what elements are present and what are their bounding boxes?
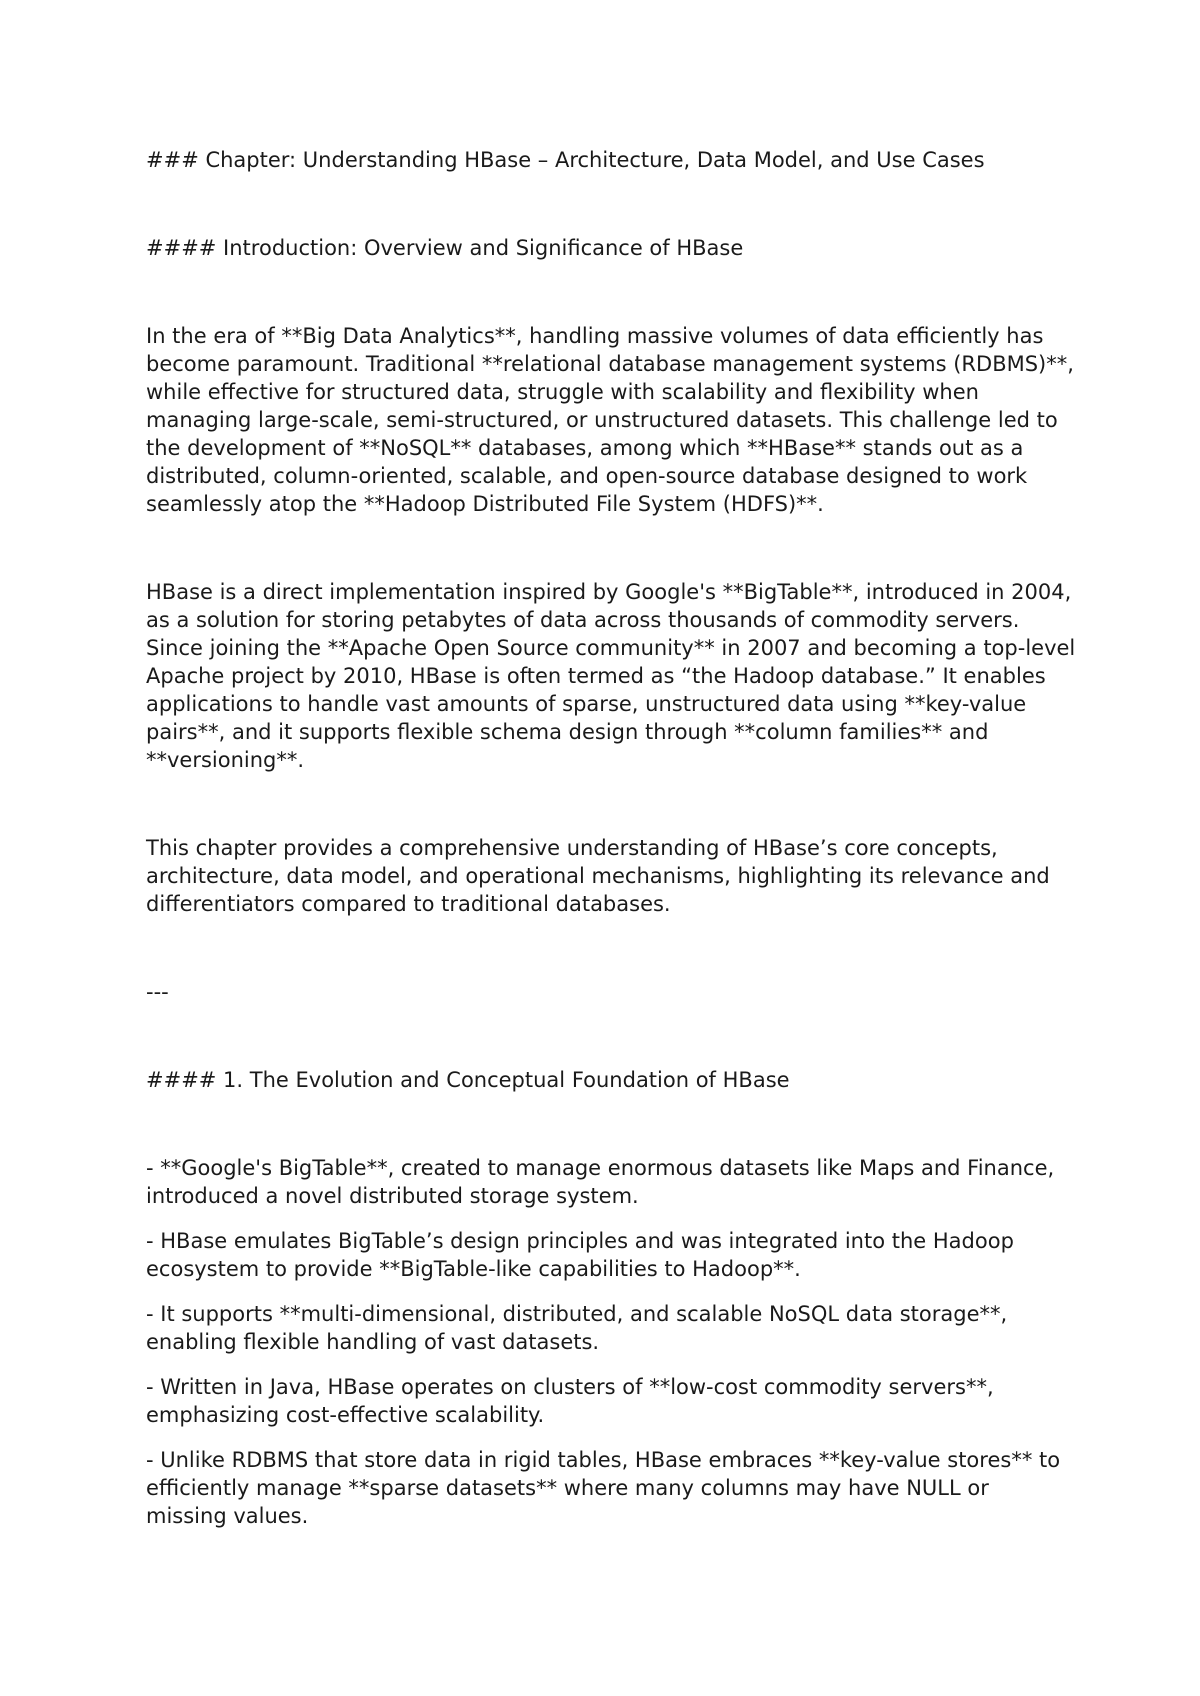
bullet-item: - **Google's BigTable**, created to manage enormous datasets like Maps and Finance, introduced a novel distributed storage system. [146,1156,1055,1208]
bullet-item: - Unlike RDBMS that store data in rigid tables, HBase embraces **key-value stores** to efficiently manage **sparse datasets** where many columns may have NULL or missing values. [146,1448,1061,1528]
document-body [146,146,1076,1547]
intro-paragraph-2: HBase is a direct implementation inspired by Google's **BigTable**, introduced in 2004, as a solution for storing petabytes of data across thousands of commodity servers. Since joining the **Apache Open Source community** in 2007 and becoming a top-level Apache project by 2010, HBase is often termed as “the Hadoop database.” It enables applications to handle vast amounts of sparse, unstructured data using **key-value pairs**, and it supports flexible schema design through **column families** and **versioning**. [146,580,1076,772]
bullet-item: - Written in Java, HBase operates on clusters of **low-cost commodity servers**, emphasizing cost-effective scalability. [146,1375,994,1427]
intro-paragraph-1: In the era of **Big Data Analytics**, handling massive volumes of data efficiently has become paramount. Traditional **relational database management systems (RDBMS)**, while effective for structured data, struggle with scalability and flexibility when managing large-scale, semi-structured, or unstructured datasets. This challenge led to the development of **NoSQL** databases, among which **HBase** stands out as a distributed, column-oriented, scalable, and open-source database designed to work seamlessly atop the **Hadoop Distributed File System (HDFS)**. [146,324,1074,516]
intro-heading: #### Introduction: Overview and Significance of HBase [146,236,744,260]
section-heading: #### 1. The Evolution and Conceptual Foundation of HBase [146,1068,790,1092]
section-divider: --- [146,980,169,1004]
bullet-item: - HBase emulates BigTable’s design principles and was integrated into the Hadoop ecosystem to provide **BigTable-like capabilities to Hadoop**. [146,1229,1014,1281]
intro-paragraph-3: This chapter provides a comprehensive understanding of HBase’s core concepts, architecture, data model, and operational mechanisms, highlighting its relevance and differentiators compared to traditional databases. [146,836,1050,916]
chapter-heading: ### Chapter: Understanding HBase – Architecture, Data Model, and Use Cases [146,148,985,172]
bullet-item: - It supports **multi-dimensional, distributed, and scalable NoSQL data storage**, enabling flexible handling of vast datasets. [146,1302,1008,1354]
